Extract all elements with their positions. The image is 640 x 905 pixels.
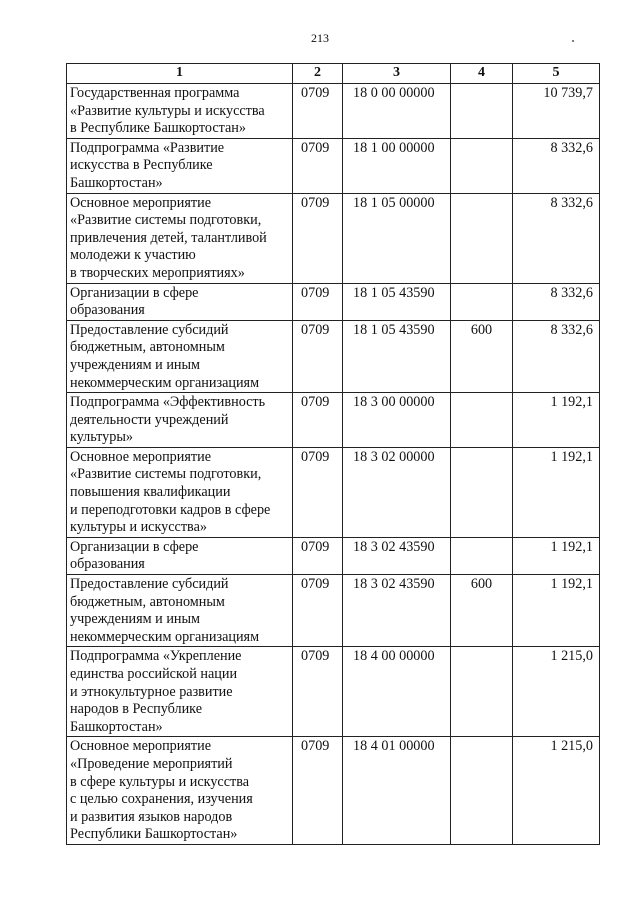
row-target: 18 1 05 43590 [343,283,451,320]
row-target: 18 3 02 00000 [343,447,451,537]
row-section: 0709 [293,283,343,320]
table-row [67,537,600,574]
row-target: 18 3 00 00000 [343,393,451,448]
row-amount: 8 332,6 [513,283,600,320]
row-target: 18 4 01 00000 [343,737,451,845]
table-row [67,84,600,139]
row-amount: 1 215,0 [513,737,600,845]
row-name: Государственная программа «Развитие культуры и искусства в Республике Башкортостан» [67,84,293,139]
row-name: Подпрограмма «Развитие искусства в Республике Башкортостан» [67,138,293,193]
row-amount: 1 192,1 [513,393,600,448]
row-target: 18 4 00 00000 [343,647,451,737]
row-name: Подпрограмма «Укрепление единства российской нации и этнокультурное развитие народов в Республике Башкортостан» [67,647,293,737]
row-expense [451,393,513,448]
header-cell-target: 3 [343,64,451,84]
row-amount: 10 739,7 [513,84,600,139]
row-expense [451,283,513,320]
row-section: 0709 [293,737,343,845]
row-target: 18 1 05 43590 [343,320,451,392]
row-expense [451,447,513,537]
row-name: Предоставление субсидий бюджетным, автономным учреждениям и иным некоммерческим организациям [67,575,293,647]
row-expense: 600 [451,320,513,392]
row-section: 0709 [293,447,343,537]
row-expense [451,138,513,193]
row-expense [451,647,513,737]
table-row [67,138,600,193]
header-cell-expense: 4 [451,64,513,84]
budget-table [66,63,600,845]
row-expense: 600 [451,575,513,647]
header-cell-amount: 5 [513,64,600,84]
row-expense [451,193,513,283]
table-row [67,447,600,537]
row-amount: 1 192,1 [513,537,600,574]
row-amount: 8 332,6 [513,320,600,392]
row-amount: 1 192,1 [513,575,600,647]
row-section: 0709 [293,575,343,647]
row-amount: 1 215,0 [513,647,600,737]
page-number: 213 [311,31,329,45]
row-name: Предоставление субсидий бюджетным, автономным учреждениям и иным некоммерческим организациям [67,320,293,392]
table-row [67,283,600,320]
row-section: 0709 [293,647,343,737]
table-row [67,575,600,647]
row-amount: 8 332,6 [513,138,600,193]
row-amount: 1 192,1 [513,447,600,537]
row-target: 18 1 00 00000 [343,138,451,193]
row-section: 0709 [293,193,343,283]
row-name: Организации в сфере образования [67,283,293,320]
row-section: 0709 [293,393,343,448]
row-target: 18 3 02 43590 [343,537,451,574]
row-expense [451,537,513,574]
row-section: 0709 [293,84,343,139]
row-name: Основное мероприятие «Проведение мероприятий в сфере культуры и искусства с целью сохранения, изучения и развития языков народов Республики Башкортостан» [67,737,293,845]
header-row [67,64,600,84]
row-expense [451,84,513,139]
scan-speck [572,40,574,42]
row-name: Основное мероприятие «Развитие системы подготовки, повышения квалификации и переподготовки кадров в сфере культуры и искусства» [67,447,293,537]
row-section: 0709 [293,320,343,392]
row-target: 18 3 02 43590 [343,575,451,647]
table-row [67,393,600,448]
row-name: Подпрограмма «Эффективность деятельности учреждений культуры» [67,393,293,448]
row-amount: 8 332,6 [513,193,600,283]
table-row [67,737,600,845]
row-name: Организации в сфере образования [67,537,293,574]
table-row [67,320,600,392]
row-section: 0709 [293,138,343,193]
row-section: 0709 [293,537,343,574]
row-name: Основное мероприятие «Развитие системы подготовки, привлечения детей, талантливой молодежи к участию в творческих мероприятиях» [67,193,293,283]
row-target: 18 0 00 00000 [343,84,451,139]
header-cell-section: 2 [293,64,343,84]
row-expense [451,737,513,845]
header-cell-name: 1 [67,64,293,84]
table-row [67,647,600,737]
table-row [67,193,600,283]
row-target: 18 1 05 00000 [343,193,451,283]
